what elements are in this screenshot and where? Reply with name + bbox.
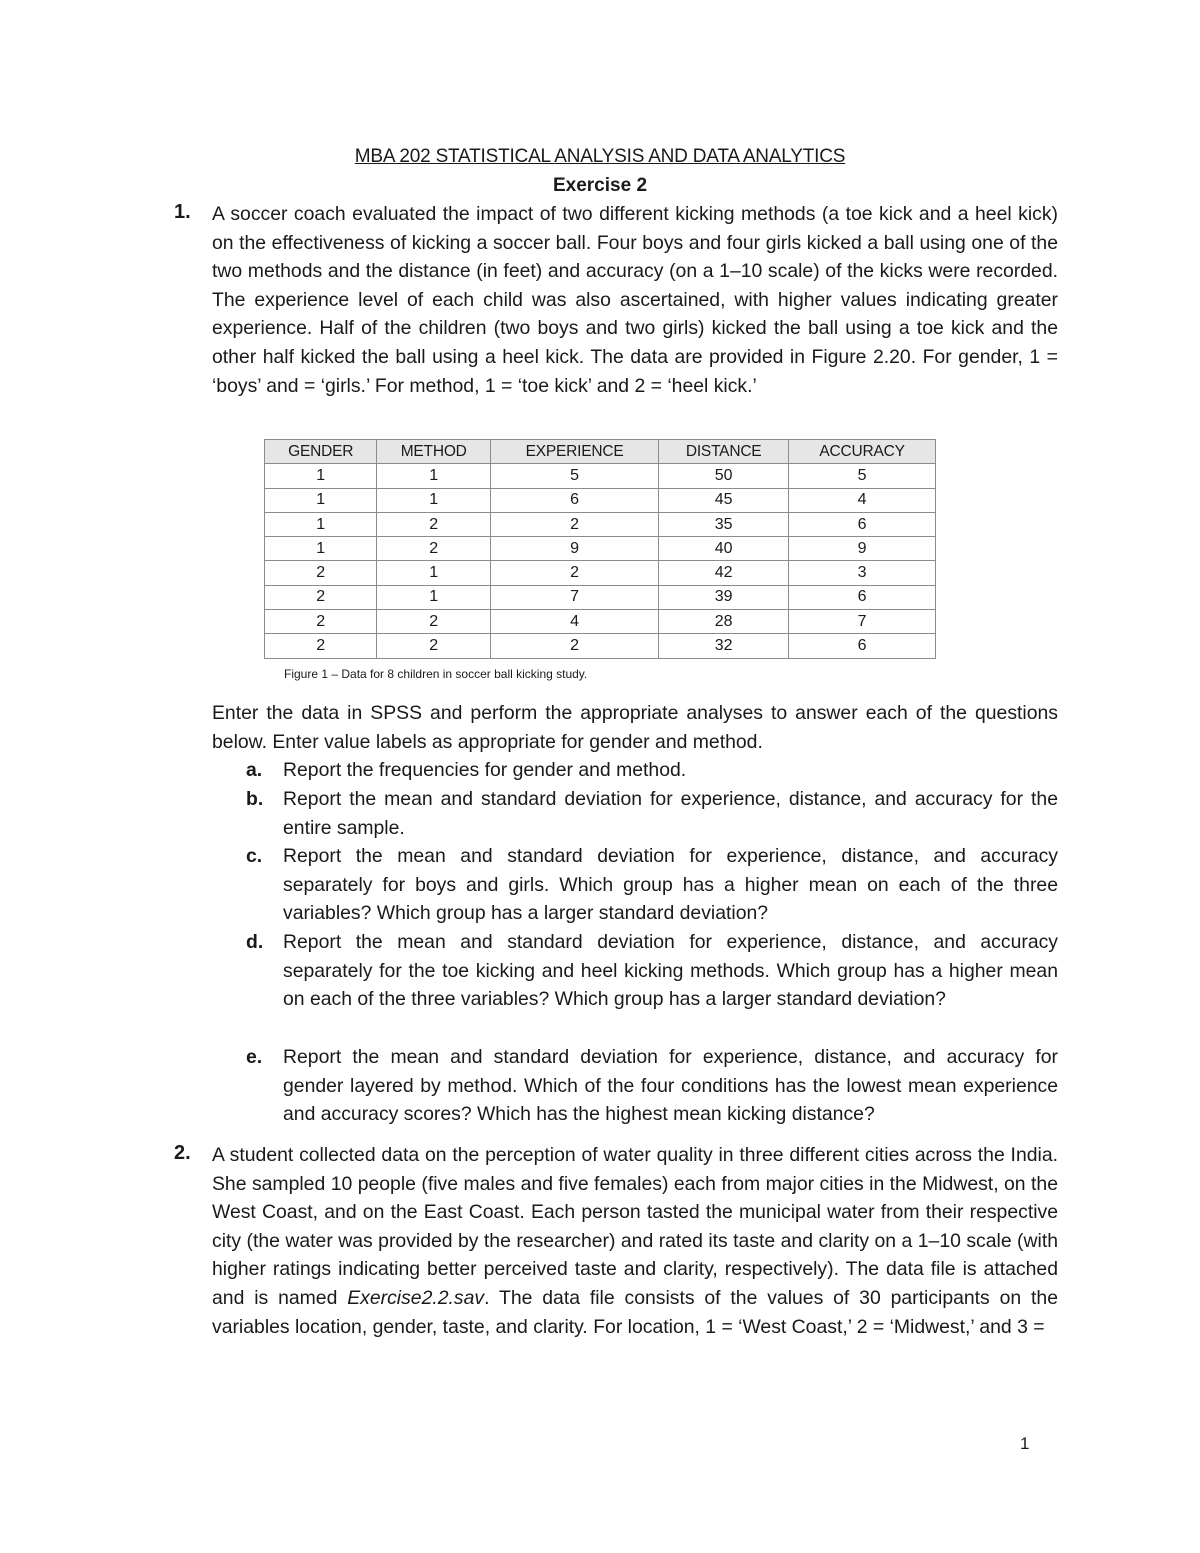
subquestion-text: Report the mean and standard deviation for experience, distance, and accuracy separately for the toe kicking and heel kicking methods. Which group has a higher mean on each of the three variables? Which group has a larger standard deviation?	[283, 931, 1058, 1011]
data-filename: Exercise2.2.sav	[347, 1286, 485, 1309]
table-cell: 2	[265, 610, 377, 634]
subquestion-a	[246, 756, 1058, 785]
table-cell: 45	[659, 488, 789, 512]
table-cell: 6	[789, 512, 936, 536]
table-cell: 5	[789, 464, 936, 488]
subquestion-letter: e.	[246, 1046, 263, 1068]
question-1-number: 1.	[174, 201, 191, 223]
question-1-text: A soccer coach evaluated the impact of two different kicking methods (a toe kick and a heel kick) on the effectiveness of kicking a soccer ball. Four boys and four girls kicked a ball using one of the two methods and the distance (in feet) and accuracy (on a 1–10 scale) of the kicks were recorded. The experience level of each child was also ascertained, with higher values indicating greater experience. Half of the children (two boys and two girls) kicked the ball using a toe kick and the other half kicked the ball using a heel kick. The data are provided in Figure 2.20. For gender, 1 = ‘boys’ and = ‘girls.’ For method, 1 = ‘toe kick’ and 2 = ‘heel kick.’	[212, 203, 1058, 397]
table-cell: 50	[659, 464, 789, 488]
table-cell: 4	[789, 488, 936, 512]
table-cell: 32	[659, 634, 789, 658]
table-row	[265, 464, 936, 488]
question-1-instructions: Enter the data in SPSS and perform the appropriate analyses to answer each of the questions below. Enter value labels as appropriate for gender and method.	[212, 702, 1058, 753]
table-cell: 6	[491, 488, 659, 512]
table-cell: 2	[377, 634, 491, 658]
table-row	[265, 537, 936, 561]
question-2-text-part: A student collected data on the perception of water quality in three different cities across the India. She sampled 10 people (five males and five females) each from major cities in the Midwest, on the West Coast, and on the East Coast. Each person tasted the municipal water from their respective city (the water was provided by the researcher) and rated its taste and clarity on a 1–10 scale (with higher ratings indicating better perceived taste and clarity, respectively). The data file is attached and is named	[212, 1144, 1058, 1309]
column-header: EXPERIENCE	[491, 440, 659, 464]
table-cell: 1	[265, 537, 377, 561]
subquestion-text: Report the mean and standard deviation for experience, distance, and accuracy for the entire sample.	[283, 788, 1058, 839]
table-cell: 1	[265, 488, 377, 512]
column-header: METHOD	[377, 440, 491, 464]
table-header-row	[265, 440, 936, 464]
subquestion-c	[246, 842, 1058, 928]
table-cell: 2	[265, 585, 377, 609]
subquestion-text: Report the frequencies for gender and method.	[283, 759, 687, 781]
table-row	[265, 561, 936, 585]
exercise-title: Exercise 2	[552, 175, 648, 196]
table-cell: 6	[789, 634, 936, 658]
subquestion-text: Report the mean and standard deviation for experience, distance, and accuracy for gender layered by method. Which of the four conditions has the lowest mean experience and accuracy scores? Which has the highest mean kicking distance?	[283, 1046, 1058, 1126]
table-row	[265, 610, 936, 634]
table-row	[265, 488, 936, 512]
column-header: DISTANCE	[659, 440, 789, 464]
table-cell: 1	[377, 561, 491, 585]
table-cell: 2	[491, 561, 659, 585]
table-cell: 2	[377, 512, 491, 536]
table-cell: 7	[789, 610, 936, 634]
table-cell: 3	[789, 561, 936, 585]
page-number: 1	[1020, 1434, 1030, 1453]
figure-caption: Figure 1 – Data for 8 children in soccer ball kicking study.	[284, 667, 588, 681]
subquestion-letter: a.	[246, 759, 263, 781]
question-2-number: 2.	[174, 1142, 191, 1164]
subquestion-letter: b.	[246, 788, 264, 810]
table-cell: 9	[789, 537, 936, 561]
table-cell: 35	[659, 512, 789, 536]
table-cell: 39	[659, 585, 789, 609]
course-title: MBA 202 STATISTICAL ANALYSIS AND DATA ANALYTICS	[354, 146, 846, 167]
kicking-data-table	[264, 439, 936, 659]
table-cell: 42	[659, 561, 789, 585]
table-cell: 2	[377, 537, 491, 561]
table-cell: 2	[377, 610, 491, 634]
table-cell: 7	[491, 585, 659, 609]
table-row	[265, 512, 936, 536]
table-cell: 2	[491, 512, 659, 536]
question-2-text-part: . The data file consists of the values of 30 participants on the variables location, gender, taste, and clarity. For location, 1 = ‘West Coast,’ 2 = ‘Midwest,’ and 3 =	[212, 1286, 1058, 1338]
table-row	[265, 585, 936, 609]
table-cell: 1	[265, 512, 377, 536]
subquestion-letter: c.	[246, 845, 263, 867]
subquestion-e	[246, 1043, 1058, 1129]
table-cell: 2	[491, 634, 659, 658]
table-row	[265, 634, 936, 658]
subquestion-text: Report the mean and standard deviation for experience, distance, and accuracy separately for boys and girls. Which group has a higher mean on each of the three variables? Which group has a larger standard deviation?	[283, 845, 1058, 925]
subquestion-letter: d.	[246, 931, 264, 953]
table-cell: 5	[491, 464, 659, 488]
table-cell: 1	[377, 488, 491, 512]
table-cell: 2	[265, 634, 377, 658]
table-cell: 1	[265, 464, 377, 488]
table-cell: 28	[659, 610, 789, 634]
table-cell: 6	[789, 585, 936, 609]
subquestion-d	[246, 928, 1058, 1014]
table-cell: 9	[491, 537, 659, 561]
column-header: GENDER	[265, 440, 377, 464]
table-cell: 40	[659, 537, 789, 561]
table-cell: 2	[265, 561, 377, 585]
table-cell: 4	[491, 610, 659, 634]
table-cell: 1	[377, 464, 491, 488]
subquestion-b	[246, 785, 1058, 842]
question-2-text	[212, 1141, 1058, 1341]
column-header: ACCURACY	[789, 440, 936, 464]
table-cell: 1	[377, 585, 491, 609]
